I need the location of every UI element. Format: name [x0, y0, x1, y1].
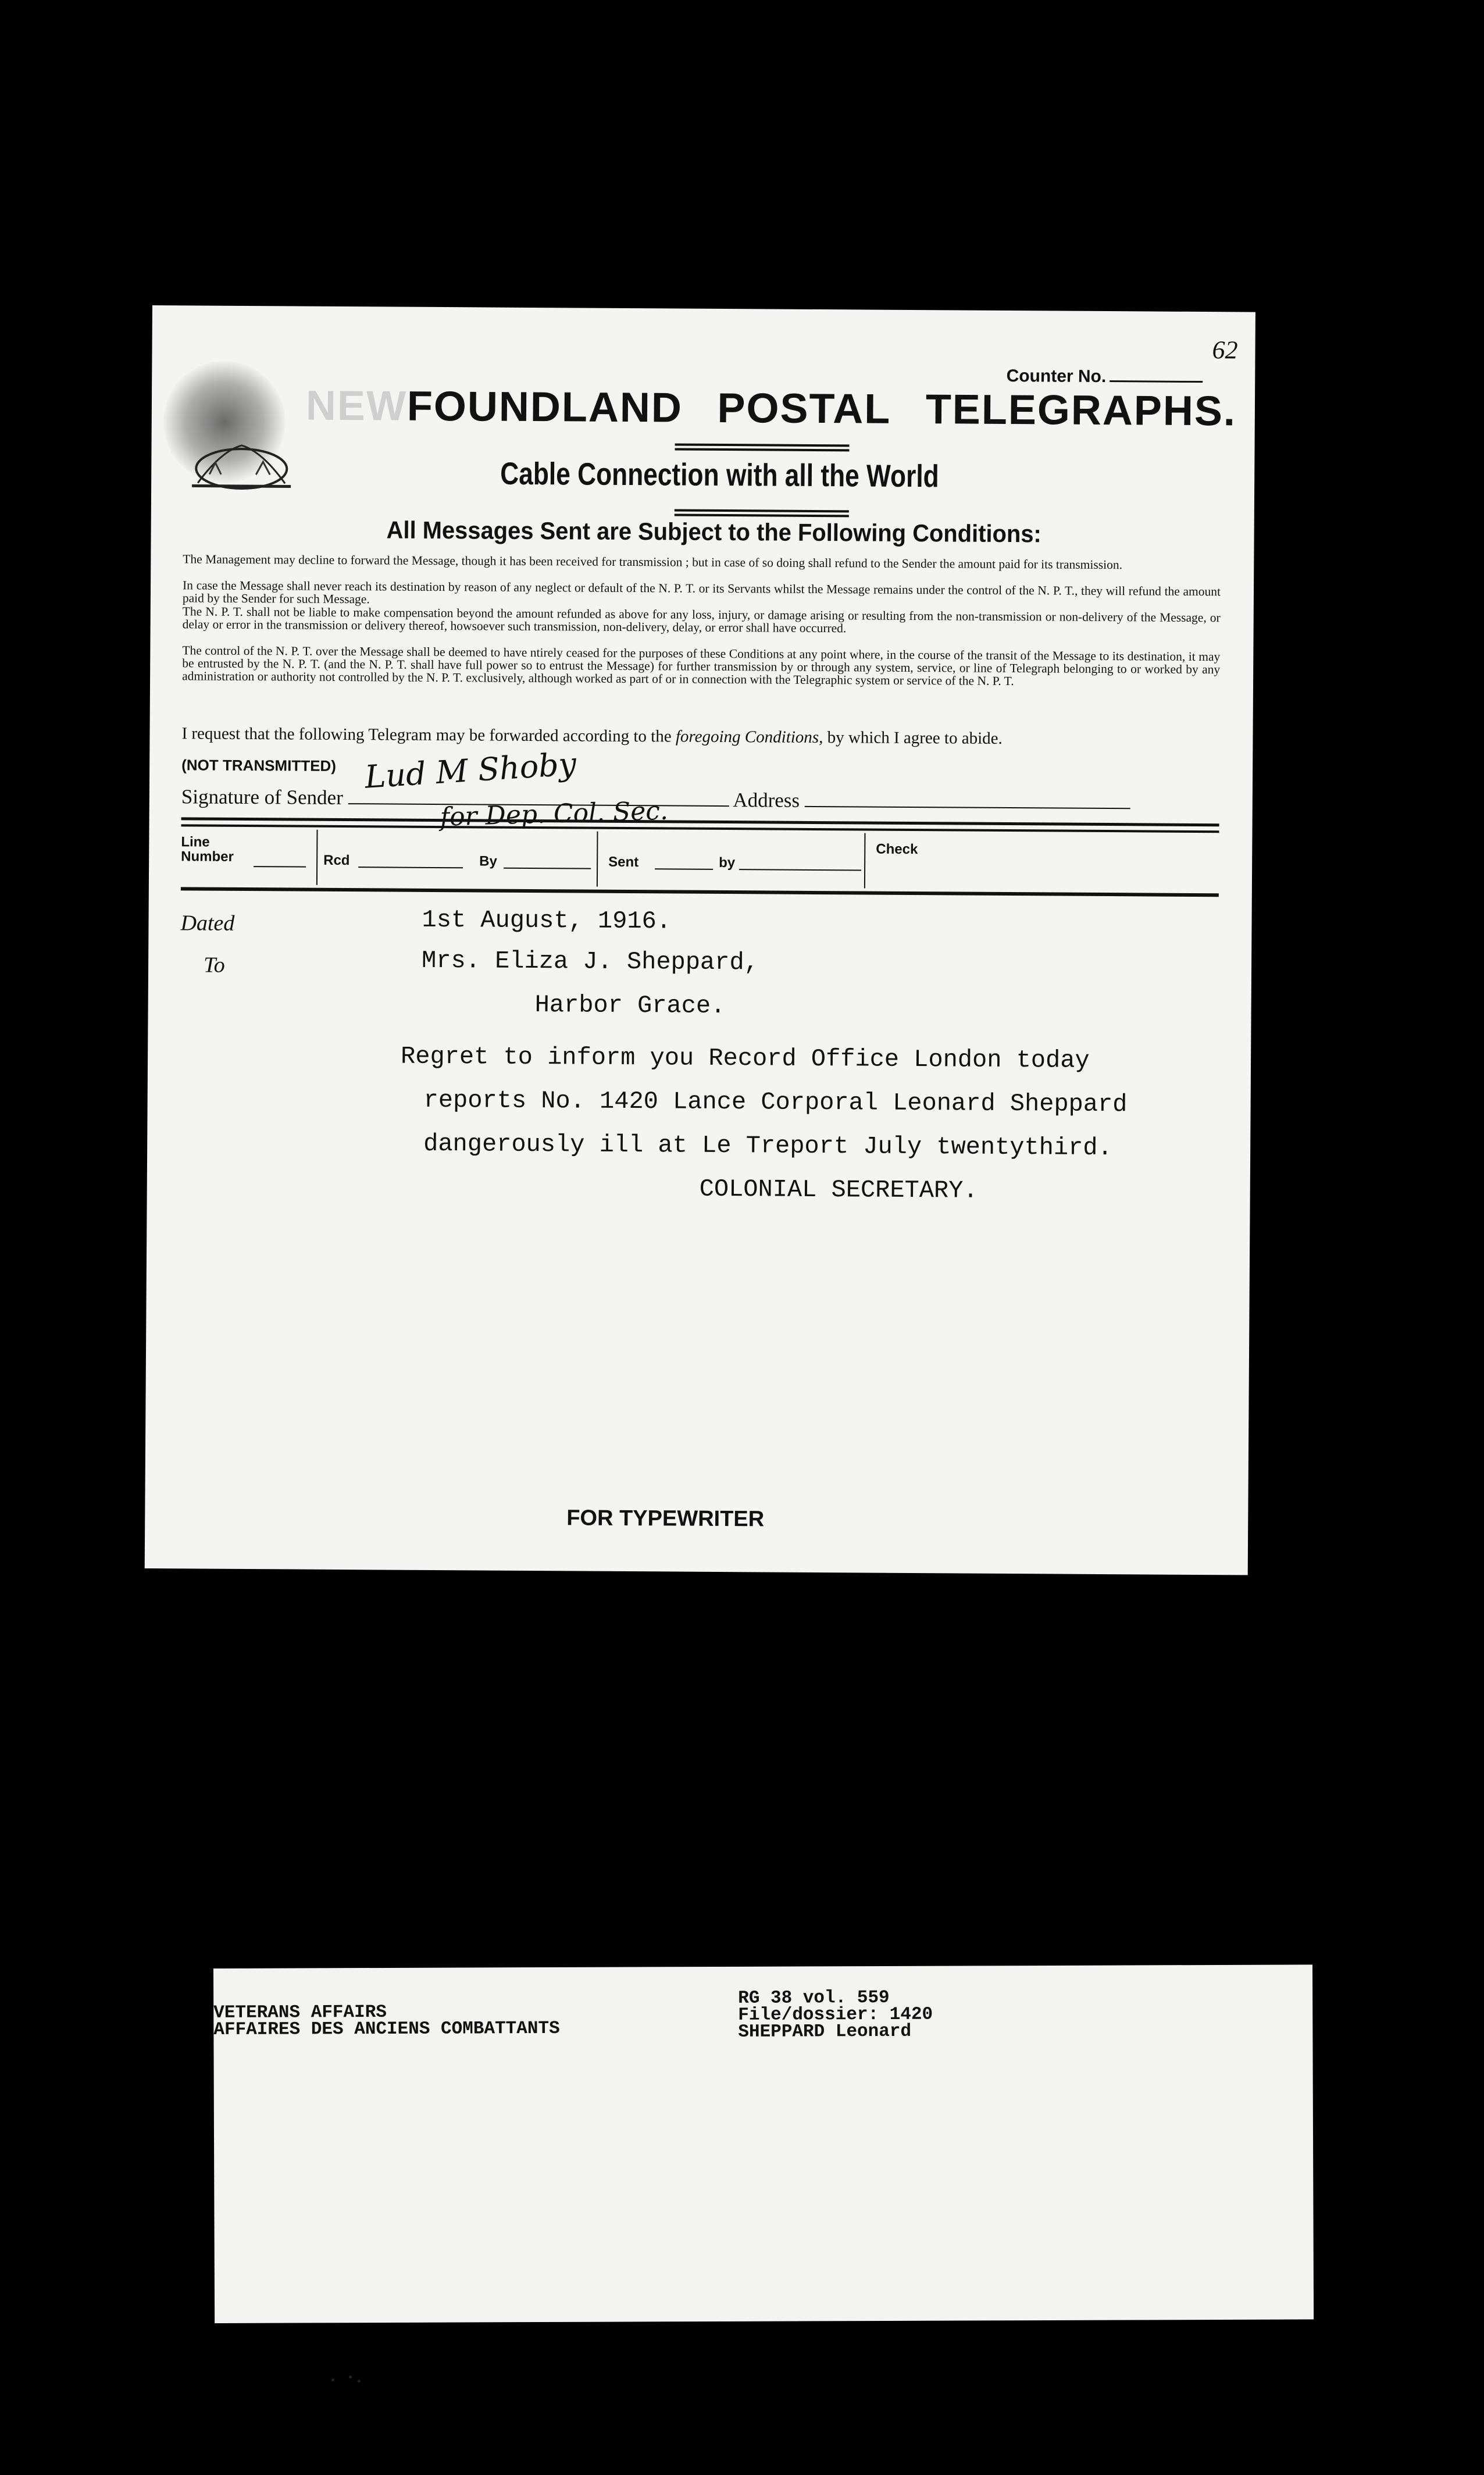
- title-word-2: POSTAL: [717, 384, 891, 433]
- by-1-blank: [504, 868, 591, 869]
- header-divider-1: [316, 830, 318, 885]
- handwritten-signature: Lud M Shoby: [363, 745, 577, 796]
- condition-paragraph-1: The Management may decline to forward the Message, though it has been received for transmission ; but in case of so doing shall refund to the Sender the amount paid for its transmission.: [183, 552, 1123, 572]
- condition-paragraph-3: The N. P. T. shall not be liable to make compensation beyond the amount refunded as above for any loss, injury, or damage arising or resulting from the non-transmission or non-delivery of the Message, or delay or error in the transmission or delivery thereof, howsoever such transmission, non-delivery, delay, or error shall have occurred.: [182, 604, 1221, 636]
- header-rcd: Rcd: [323, 852, 350, 869]
- request-statement: [181, 724, 1003, 748]
- message-signature: COLONIAL SECRETARY.: [699, 1175, 978, 1205]
- signature-label: Signature of Sender: [181, 785, 343, 809]
- archive-label: [213, 1964, 1314, 2323]
- archive-right-line-3: SHEPPARD Leonard: [738, 2021, 912, 2042]
- page-number: 62: [1212, 336, 1238, 365]
- form-title: [306, 382, 1236, 436]
- subtitle: Cable Connection with all the World: [500, 456, 939, 494]
- dated-label: Dated: [180, 911, 235, 936]
- condition-paragraph-2: In case the Message shall never reach its destination by reason of any neglect or default of the N. P. T. or its Servants whilst the Message remains under the control of the N. P. T., they will refund the amount paid by the Sender for such Message.: [182, 578, 1221, 607]
- to-label: To: [203, 953, 225, 978]
- message-date: 1st August, 1916.: [422, 905, 672, 936]
- header-rule-bottom: [181, 887, 1219, 897]
- telegram-form: [145, 305, 1255, 1575]
- title-faint-prefix: NEW: [305, 382, 408, 430]
- not-transmitted-note: (NOT TRANSMITTED): [181, 756, 337, 775]
- subtitle-divider: [675, 509, 849, 512]
- globe-emblem-icon: [186, 427, 297, 492]
- message-body-line-1: Regret to inform you Record Office London today: [400, 1042, 1090, 1075]
- title-divider-2: [675, 448, 849, 451]
- header-by-1: By: [479, 853, 497, 869]
- header-divider-2: [597, 832, 598, 887]
- subtitle-divider-2: [675, 513, 849, 517]
- address-label: Address: [733, 789, 800, 812]
- header-check: Check: [876, 841, 918, 858]
- conditions-heading: All Messages Sent are Subject to the Following Conditions:: [386, 516, 1041, 548]
- scan-speck: [331, 2378, 334, 2381]
- archive-right-line-1: RG 38 vol. 559: [738, 1987, 890, 2009]
- archive-right-line-2: File/dossier: 1420: [738, 2004, 933, 2025]
- message-recipient: Mrs. Eliza J. Sheppard,: [421, 946, 759, 977]
- message-body-line-3: dangerously ill at Le Treport July twentythird.: [423, 1129, 1112, 1162]
- message-place: Harbor Grace.: [534, 991, 726, 1021]
- footer-note: FOR TYPEWRITER: [566, 1506, 765, 1532]
- sent-blank: [655, 868, 713, 870]
- title-divider: [675, 443, 850, 447]
- message-body-line-2: reports No. 1420 Lance Corporal Leonard Sheppard: [423, 1086, 1128, 1119]
- by-2-blank: [739, 869, 861, 871]
- counter-number-field: [1007, 366, 1203, 387]
- scan-speck: [358, 2380, 361, 2383]
- header-sent: Sent: [608, 854, 639, 871]
- header-line-number: [181, 834, 251, 864]
- line-number-blank: [254, 866, 306, 868]
- scan-speck: [349, 2376, 352, 2378]
- header-divider-3: [864, 833, 866, 888]
- request-suffix: by which I agree to abide.: [823, 728, 1003, 748]
- signature-row: [181, 785, 1219, 815]
- archive-reference: [738, 1989, 933, 2041]
- request-prefix: I request that the following Telegram may be forwarded according to the: [181, 724, 676, 746]
- handwritten-signature-line2: for Dep. Col. Sec.: [440, 796, 669, 832]
- header-by-2: by: [719, 854, 736, 871]
- archive-left-line-2: AFFAIRES DES ANCIENS COMBATTANTS: [213, 2018, 560, 2040]
- line-number-label: Line Number: [181, 834, 234, 865]
- request-italic: foregoing Conditions,: [675, 727, 823, 747]
- counter-label: Counter No.: [1006, 366, 1107, 387]
- condition-paragraph-4: The control of the N. P. T. over the Message shall be deemed to have ntirely ceased for the purposes of these Conditions at any point where, in the course of the transit of the Message to its destination, it may be entrusted by the N. P. T. (and the N. P. T. shall have full power so to entrust the Message) for further transmission by or through any system, service, or line of Telegraph belonging to or worked by any administration or authority not controlled by the N. P. T. exclusively, although worked as part of or in connection with the Telegraphic system or service of the N. P. T.: [182, 643, 1221, 689]
- rcd-blank: [358, 866, 463, 868]
- archive-left-line-1: VETERANS AFFAIRS: [213, 2002, 387, 2023]
- title-word-1: FOUNDLAND: [406, 383, 683, 431]
- title-word-3: TELEGRAPHS.: [925, 386, 1237, 435]
- archive-department: [213, 2003, 559, 2038]
